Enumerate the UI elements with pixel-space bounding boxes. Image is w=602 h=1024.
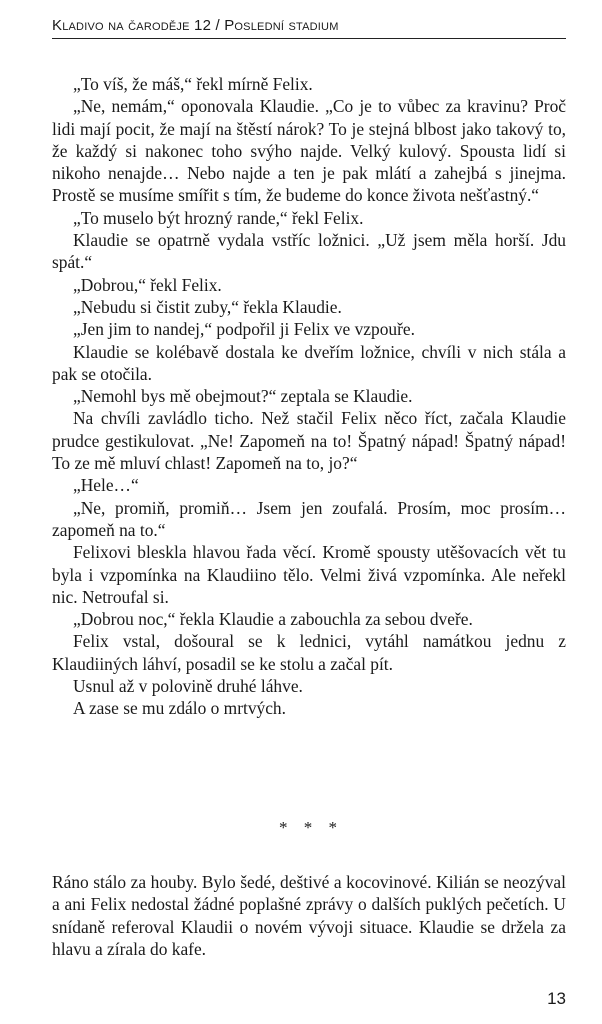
- paragraph: „Nebudu si čistit zuby,“ řekla Klaudie.: [73, 296, 342, 317]
- paragraph: „To víš, že máš,“ řekl mírně Felix.: [73, 74, 313, 94]
- body-text-section-2: [52, 871, 566, 960]
- running-header: Kladivo na čaroděje 12 / Poslední stadium: [52, 17, 339, 34]
- paragraph: „Hele…“: [73, 475, 139, 496]
- paragraph: „To muselo být hrozný rande,“ řekl Felix.: [73, 207, 364, 228]
- page-number: 13: [547, 989, 566, 1008]
- body-text: [52, 73, 566, 720]
- paragraph: „Dobrou,“ řekl Felix.: [73, 274, 222, 295]
- paragraph: „Dobrou noc,“ řekla Klaudie a zabouchla za sebou dveře.: [73, 609, 473, 630]
- paragraph: A zase se mu zdálo o mrtvých.: [73, 698, 286, 719]
- paragraph: „Jen jim to nandej,“ podpořil ji Felix ve vzpouře.: [73, 319, 415, 340]
- header-rule: [52, 38, 566, 39]
- paragraph: „Nemohl bys mě obejmout?“ zeptala se Klaudie.: [73, 386, 413, 407]
- section-separator: * * *: [279, 818, 339, 837]
- paragraph: Felix vstal, došoural se k lednici, vytáhl namátkou jednu z Klaudiiných láhví, posadil se ke stolu a začal pít.: [52, 631, 566, 674]
- paragraph: „Ne, nemám,“ oponovala Klaudie. „Co je to vůbec za kravinu? Proč lidi mají pocit, že mají na štěstí nárok? To je stejná blbost jako takový to, že každý si nakonec toho svýho najde. Velký kulový. Spousta lidí si nikoho nenajde… Nebo najde a ten je pak mlátí a zahejbá s jinejma. Prostě se musíme smířit s tím, že budeme do konce života nešťastný.“: [52, 96, 566, 206]
- paragraph: Klaudie se opatrně vydala vstříc ložnici. „Už jsem měla horší. Jdu spát.“: [52, 230, 566, 273]
- paragraph: Ráno stálo za houby. Bylo šedé, deštivé a kocovinové. Kilián se neozýval a ani Felix nedostal žádné poplašné zprávy o dalších puklých pečetích. U snídaně referoval Klaudii o novém vývoji situace. Klaudie se držela za hlavu a zírala do kafe.: [52, 872, 566, 959]
- paragraph: Usnul až v polovině druhé láhve.: [73, 676, 303, 697]
- paragraph: Klaudie se kolébavě dostala ke dveřím ložnice, chvíli v nich stála a pak se otočila.: [52, 341, 566, 384]
- paragraph: Na chvíli zavládlo ticho. Než stačil Felix něco říct, začala Klaudie prudce gestikulovat. „Ne! Zapomeň na to! Špatný nápad! Špatný nápad! To ze mě mluví chlast! Zapomeň na to, jo?“: [52, 408, 566, 474]
- paragraph: „Ne, promiň, promiň… Jsem jen zoufalá. Prosím, moc prosím… zapomeň na to.“: [52, 497, 566, 540]
- paragraph: Felixovi bleskla hlavou řada věcí. Kromě spousty utěšovacích vět tu byla i vzpomínka na Klaudiino tělo. Velmi živá vzpomínka. Ale neřekl nic. Netroufal si.: [52, 542, 566, 607]
